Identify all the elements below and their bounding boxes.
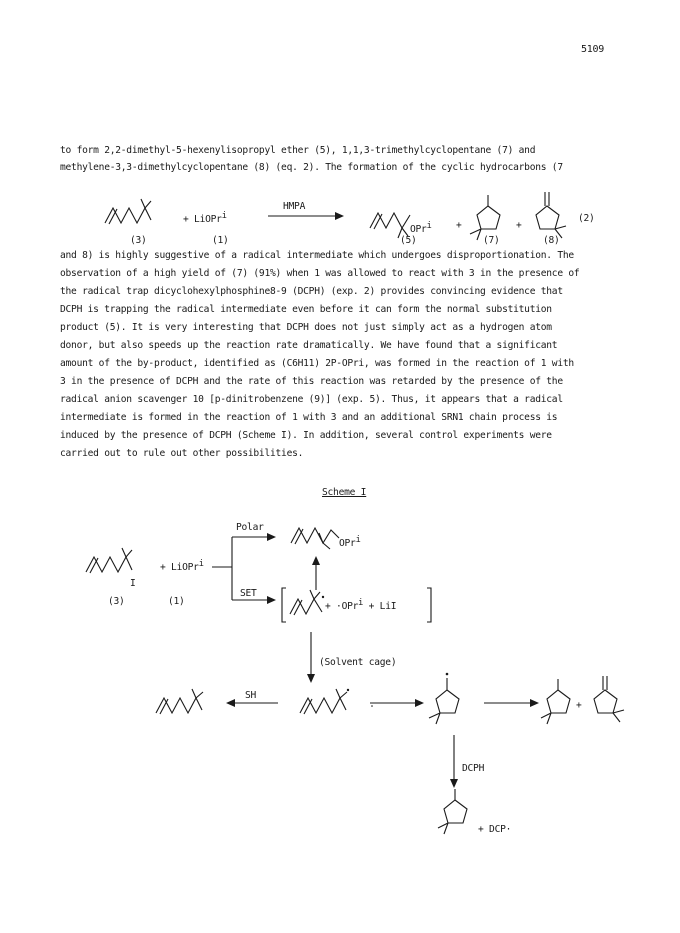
scheme-bracket-text: + ·OPr$^i$ + LiI bbox=[325, 598, 397, 613]
disproportionation-arrow bbox=[484, 699, 539, 707]
text-line-4: observation of a high yield of (7) (91%) when 1 was allowed to react with 3 in the presence of bbox=[60, 268, 580, 279]
dcph-arrow bbox=[450, 735, 458, 788]
eq-label-8: (8) bbox=[543, 235, 560, 246]
eq-condition: HMPA bbox=[283, 201, 306, 212]
text-line-1: to form 2,2-dimethyl-5-hexenylisopropyl ether (5), 1,1,3-trimethylcyclopentane (7) and bbox=[60, 145, 536, 156]
text-line-3: and 8) is highly suggestive of a radical intermediate which undergoes disproportionation. The bbox=[60, 250, 574, 261]
hexenyl-radical-structure bbox=[300, 689, 349, 714]
text-line-7: product (5). It is very interesting that DCPH does not just simply act as a hydrogen atom bbox=[60, 322, 552, 333]
eq-number: (2) bbox=[578, 213, 595, 224]
scheme-product-opr: OPr$^i$ bbox=[339, 535, 361, 550]
text-line-9: amount of the by-product, identified as (C6H11) 2P-OPri, was formed in the reaction of 1 with bbox=[60, 358, 574, 369]
scheme-label-1: (1) bbox=[168, 596, 185, 607]
trimethylcyclopentane-structure-dcph bbox=[438, 789, 467, 834]
text-line-11: radical anion scavenger 10 [p-dinitrobenzene (9)] (exp. 5). Thus, it appears that a radical bbox=[60, 394, 563, 405]
eq-label-3: (3) bbox=[130, 235, 147, 246]
cyclopentylmethyl-radical-structure bbox=[429, 673, 459, 724]
text-line-2: methylene-3,3-dimethylcyclopentane (8) (eq. 2). The formation of the cyclic hydrocarbons (7 bbox=[60, 162, 563, 173]
cage-to-polar-arrow bbox=[312, 556, 320, 590]
scheme-iodide: I bbox=[130, 578, 136, 589]
trimethylcyclopentane-structure-eq bbox=[470, 195, 500, 240]
cyclization-arrow bbox=[370, 699, 424, 707]
scheme-reagent: + LiOPr$^i$ bbox=[160, 559, 204, 574]
text-line-10: 3 in the presence of DCPH and the rate of this reaction was retarded by the presence of the bbox=[60, 376, 563, 387]
hexenyl-iodide-structure-scheme bbox=[86, 548, 132, 573]
hexenyl-iodide-structure-eq bbox=[105, 199, 151, 224]
scheme-branch-lines bbox=[212, 533, 276, 604]
polar-product-structure bbox=[291, 528, 339, 549]
text-line-8: donor, but also speeds up the reaction rate dramatically. We have found that a significant bbox=[60, 340, 558, 351]
scheme-set: SET bbox=[240, 588, 257, 599]
text-line-5: the radical trap dicyclohexylphosphine8-9 (DCPH) (exp. 2) provides convincing evidence that bbox=[60, 286, 563, 297]
eq-label-1: (1) bbox=[212, 235, 229, 246]
eq-product-opr: OPr$^i$ bbox=[410, 221, 432, 236]
text-line-12: intermediate is formed in the reaction of 1 with 3 and an additional SRN1 chain process is bbox=[60, 412, 558, 423]
scheme-title: Scheme I bbox=[322, 487, 367, 498]
scheme-solvent-cage: (Solvent cage) bbox=[319, 657, 397, 668]
eq-label-7: (7) bbox=[483, 235, 500, 246]
solvent-cage-arrow bbox=[307, 632, 315, 683]
sh-arrow bbox=[226, 699, 278, 707]
eq-plus-2: + bbox=[516, 220, 522, 231]
scheme-label-3: (3) bbox=[108, 596, 125, 607]
text-line-14: carried out to rule out other possibilities. bbox=[60, 448, 304, 459]
text-line-13: induced by the presence of DCPH (Scheme I). In addition, several control experiments were bbox=[60, 430, 552, 441]
scheme-dcph: DCPH bbox=[462, 763, 485, 774]
eq-reagent: + LiOPr$^i$ bbox=[183, 211, 227, 226]
text-line-6: DCPH is trapping the radical intermediate even before it can form the normal substitution bbox=[60, 304, 552, 315]
ether-product-structure-eq bbox=[370, 213, 410, 238]
solvent-cage-bracket bbox=[282, 588, 431, 622]
reaction-arrow-eq bbox=[268, 212, 344, 220]
eq-label-5: (5) bbox=[400, 235, 417, 246]
trimethylcyclopentane-structure-scheme bbox=[541, 679, 570, 724]
methylenecyclopentane-structure-scheme bbox=[594, 676, 624, 722]
scheme-plus: + bbox=[576, 700, 582, 711]
scheme-dcp-radical: + DCP· bbox=[478, 824, 512, 835]
reduced-alkene-structure bbox=[156, 689, 203, 714]
methylenecyclopentane-structure-eq bbox=[536, 192, 566, 238]
page-number: 5109 bbox=[581, 44, 605, 55]
eq-plus-1: + bbox=[456, 220, 462, 231]
scheme-sh: SH bbox=[245, 690, 257, 701]
scheme-polar: Polar bbox=[236, 522, 264, 533]
